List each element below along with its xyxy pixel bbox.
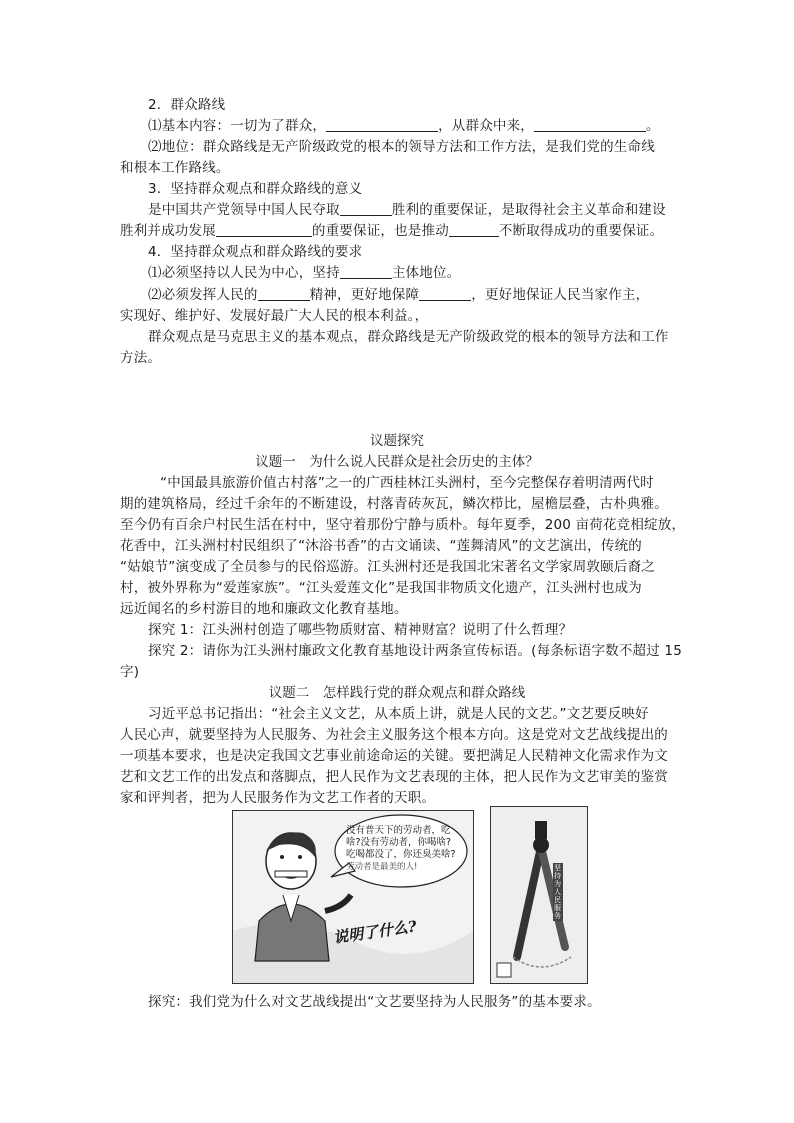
fill-blank[interactable] (340, 264, 392, 279)
section-title: 议题探究 (370, 433, 424, 449)
topic1-question-2-cont: 字) (120, 664, 140, 680)
topic2-paragraph-line: 人民心声，就要坚持为人民服务、为社会主义服务这个根本方向。这是党对文艺战线提出的 (120, 727, 668, 743)
requirement-line-2: ⑵必须发挥人民的 精神，更好地保障 ，更好地保证人民当家作主， (148, 287, 650, 303)
topic1-title: 议题一 为什么说人民群众是社会历史的主体？ (255, 454, 539, 470)
topic1-paragraph-line: 远近闻名的乡村游目的地和廉政文化教育基地。 (120, 601, 408, 617)
heading-3: 3．坚持群众观点和群众路线的意义 (148, 181, 363, 197)
topic1-paragraph-line: 花香中，江头洲村村民组织了“沐浴书香”的古文诵读、“莲舞清风”的文艺演出，传统的 (120, 538, 642, 554)
fill-blank[interactable] (216, 222, 312, 237)
topic1-question-1: 探究 1：江头洲村创造了哪些物质财富、精神财富？说明了什么哲理？ (148, 622, 573, 638)
summary-line-2: 方法。 (120, 350, 162, 366)
topic1-paragraph-line: 村，被外界称为“爱莲家族”。“江头爱莲文化”是我国非物质文化遗产，江头洲村也成为 (120, 580, 642, 596)
cartoon-compass-figure (490, 806, 588, 984)
requirement-line-3: 实现好、维护好、发展好最广大人民的根本利益。， (120, 308, 429, 324)
status-line: ⑵地位：群众路线是无产阶级政党的根本的领导方法和工作方法，是我们党的生命线 (148, 139, 655, 155)
topic1-paragraph-line: 期的建筑格局，经过千余年的不断建设，村落青砖灰瓦，鳞次栉比，屋檐层叠，古朴典雅。 (120, 496, 668, 512)
heading-4: 4．坚持群众观点和群众路线的要求 (148, 244, 363, 260)
status-line-cont: 和根本工作路线。 (120, 160, 230, 176)
topic1-paragraph-line: “姑娘节”演变成了全员参与的民俗巡游。江头洲村还是我国北宋著名文学家周敦颐后裔之 (120, 559, 655, 575)
topic2-paragraph-line: 艺和文艺工作的出发点和落脚点，把人民作为文艺表现的主体，把人民作为文艺审美的鉴赏 (120, 769, 668, 785)
topic1-question-2: 探究 2：请你为江头洲村廉政文化教育基地设计两条宣传标语。(每条标语字数不超过 15 (148, 643, 683, 659)
topic2-paragraph-line: 习近平总书记指出：“社会主义文艺，从本质上讲，就是人民的文艺。”文艺要反映好 (148, 706, 649, 722)
fill-blank[interactable] (326, 117, 438, 132)
topic1-paragraph-line: “中国最具旅游价值古村落”之一的广西桂林江头洲村，至今完整保存着明清两代时 (160, 475, 654, 491)
topic2-paragraph-line: 一项基本要求，也是决定我国文艺事业前途命运的关键。要把满足人民精神文化需求作为文 (120, 748, 668, 764)
fill-blank[interactable] (419, 286, 471, 301)
content-line-1: ⑴基本内容：一切为了群众， ，从群众中来， 。 (148, 118, 660, 134)
fill-blank[interactable] (340, 201, 392, 216)
topic1-paragraph-line: 至今仍有百余户村民生活在村中，坚守着那份宁静与质朴。每年夏季，200 亩荷花竞相绽放， (120, 517, 686, 533)
meaning-line-2: 胜利并成功发展 的重要保证，也是推动 不断取得成功的重要保证。 (120, 223, 664, 239)
meaning-line-1: 是中国共产党领导中国人民夺取 胜利的重要保证，是取得社会主义革命和建设 (148, 202, 666, 218)
speech-bubble: 没有普天下的劳动者，吃 啥?没有劳动者，你喝啥? 吃喝都没了，你还臭美啥? 劳动者是最美的人! (346, 825, 456, 872)
fill-blank[interactable] (258, 286, 310, 301)
compass-pen-icon (491, 807, 587, 983)
fill-blank[interactable] (534, 117, 646, 132)
topic2-question: 探究：我们党为什么对文艺战线提出“文艺要坚持为人民服务”的基本要求。 (148, 994, 601, 1010)
heading-2: 2．群众路线 (148, 97, 226, 113)
pen-label: 坚持为人民服务 (554, 864, 561, 920)
topic2-paragraph-line: 家和评判者，把为人民服务作为文艺工作者的天职。 (120, 790, 436, 806)
cartoon-caption: 说明了什么? (332, 917, 418, 947)
summary-line-1: 群众观点是马克思主义的基本观点，群众路线是无产阶级政党的根本的领导方法和工作 (148, 329, 669, 345)
requirement-line-1: ⑴必须坚持以人民为中心，坚持 主体地位。 (148, 265, 461, 281)
cartoon-laborer-figure (232, 810, 474, 984)
fill-blank[interactable] (449, 222, 499, 237)
topic2-title: 议题二 怎样践行党的群众观点和群众路线 (268, 685, 526, 701)
